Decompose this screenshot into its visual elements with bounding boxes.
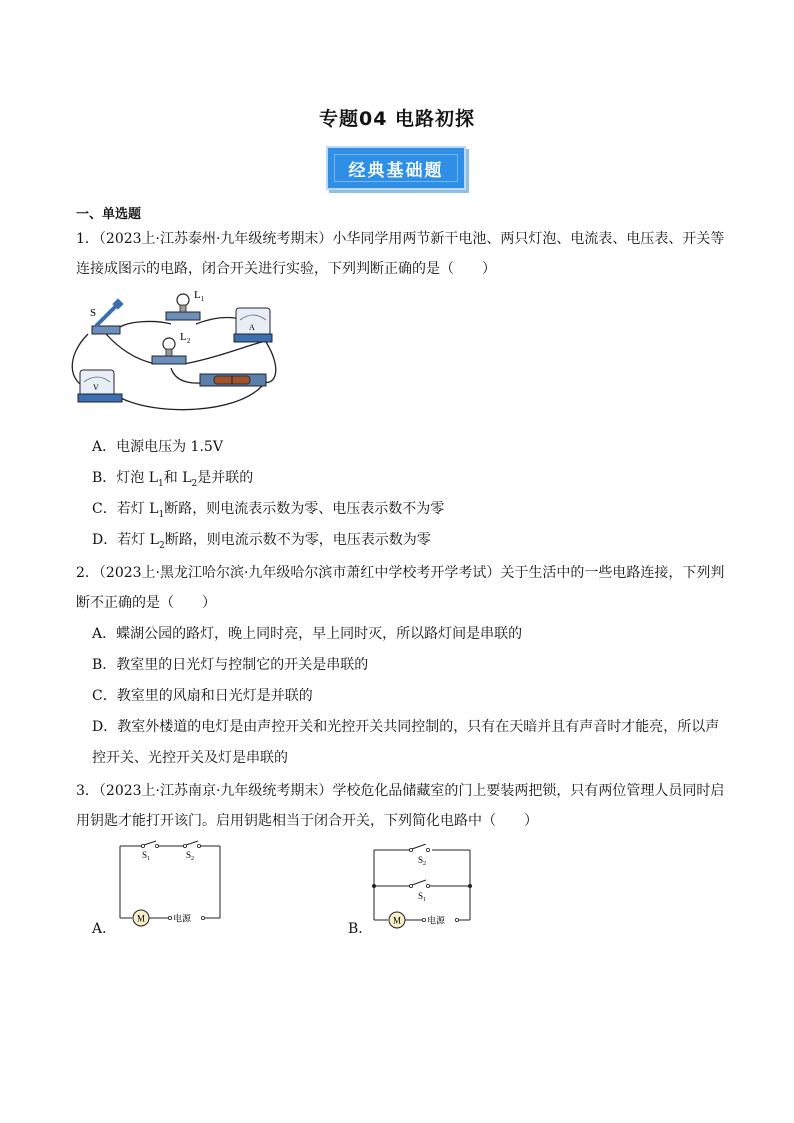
lamp1-base xyxy=(166,312,200,320)
q3-a-motor-label: M xyxy=(136,913,146,924)
q2-option-a: A．蝶湖公园的路灯，晚上同时亮，早上同时灭，所以路灯间是串联的 xyxy=(92,626,523,642)
q3-figure-b-circuit xyxy=(368,844,478,930)
q1-label-lamp1: $L_1$ xyxy=(194,289,205,303)
q1-label-ammeter: A xyxy=(249,323,255,332)
badge-inner-border xyxy=(334,154,458,182)
lamp2-base xyxy=(152,356,186,364)
q3-b-motor-label: M xyxy=(392,915,402,926)
lamp1-bulb xyxy=(177,294,189,306)
switch-lever xyxy=(96,304,118,326)
q3-b-source-label: 电源 xyxy=(427,916,446,927)
q3-a-s2-label: $S_2$ xyxy=(186,850,195,862)
q3-a-s1-label: $S_1$ xyxy=(142,850,151,862)
badge-label: 经典基础题 xyxy=(348,160,444,181)
q1-circuit-figure xyxy=(66,286,286,420)
switch-base xyxy=(92,326,120,334)
q2-option-d-line1: D．教室外楼道的电灯是由声控开关和光控开关共同控制的，只有在天暗并且有声音时才能亮，所以声 xyxy=(92,719,720,735)
q1-option-d: D．若灯 $L_2$断路，则电流示数不为零，电压表示数为零 xyxy=(92,532,431,551)
q3-a-source-label: 电源 xyxy=(173,914,192,925)
q1-stem-line2: 连接成图示的电路，闭合开关进行实验，下列判断正确的是（ ） xyxy=(76,261,496,277)
lamp2-bulb xyxy=(163,338,175,350)
switch-s1-b xyxy=(412,880,426,885)
q3-b-s1-label: $S_1$ xyxy=(418,891,427,903)
page-title: 专题04 电路初探 xyxy=(318,108,476,130)
difficulty-badge xyxy=(326,146,466,190)
section-heading: 一、单选题 xyxy=(76,207,142,222)
q3-figure-b-label: B． xyxy=(348,921,373,937)
q3-figure-a-label: A． xyxy=(92,921,117,937)
q1-label-switch: S xyxy=(90,307,97,319)
q3-figure-a-circuit xyxy=(112,840,228,932)
q1-option-a: A．电源电压为 1.5V xyxy=(92,439,223,455)
q3-stem-line2: 用钥匙才能打开该门。启用钥匙相当于闭合开关，下列简化电路中（ ） xyxy=(76,813,538,829)
q1-option-c: C．若灯 $L_1$断路，则电流表示数为零、电压表示数不为零 xyxy=(92,501,445,520)
q2-option-b: B．教室里的日光灯与控制它的开关是串联的 xyxy=(92,657,369,673)
q2-option-c: C．教室里的风扇和日光灯是并联的 xyxy=(92,688,313,704)
q3-b-s2-label: $S_2$ xyxy=(418,855,427,867)
q1-label-lamp2: $L_2$ xyxy=(180,331,191,345)
switch-s1-a xyxy=(144,841,156,845)
q2-stem-line1: 2．（2023上·黑龙江哈尔滨·九年级哈尔滨市萧红中学校考开学考试）关于生活中的一些电路连接，下列判 xyxy=(76,565,725,581)
switch-s2-a xyxy=(186,841,198,845)
q3-stem-line1: 3．（2023上·江苏南京·九年级统考期末）学校危化品储藏室的门上要装两把锁，只有两位管理人员同时启 xyxy=(76,783,725,799)
q1-option-b: B．灯泡 $L_1$和 $L_2$是并联的 xyxy=(92,470,254,489)
q2-option-d-line2: 控开关、光控开关及灯是串联的 xyxy=(92,750,288,766)
q1-label-voltmeter: V xyxy=(93,383,99,392)
q1-stem-line1: 1．（2023上·江苏泰州·九年级统考期末）小华同学用两节新干电池、两只灯泡、电流表、电压表、开关等 xyxy=(76,231,725,247)
q2-stem-line2: 断不正确的是（ ） xyxy=(76,595,216,611)
